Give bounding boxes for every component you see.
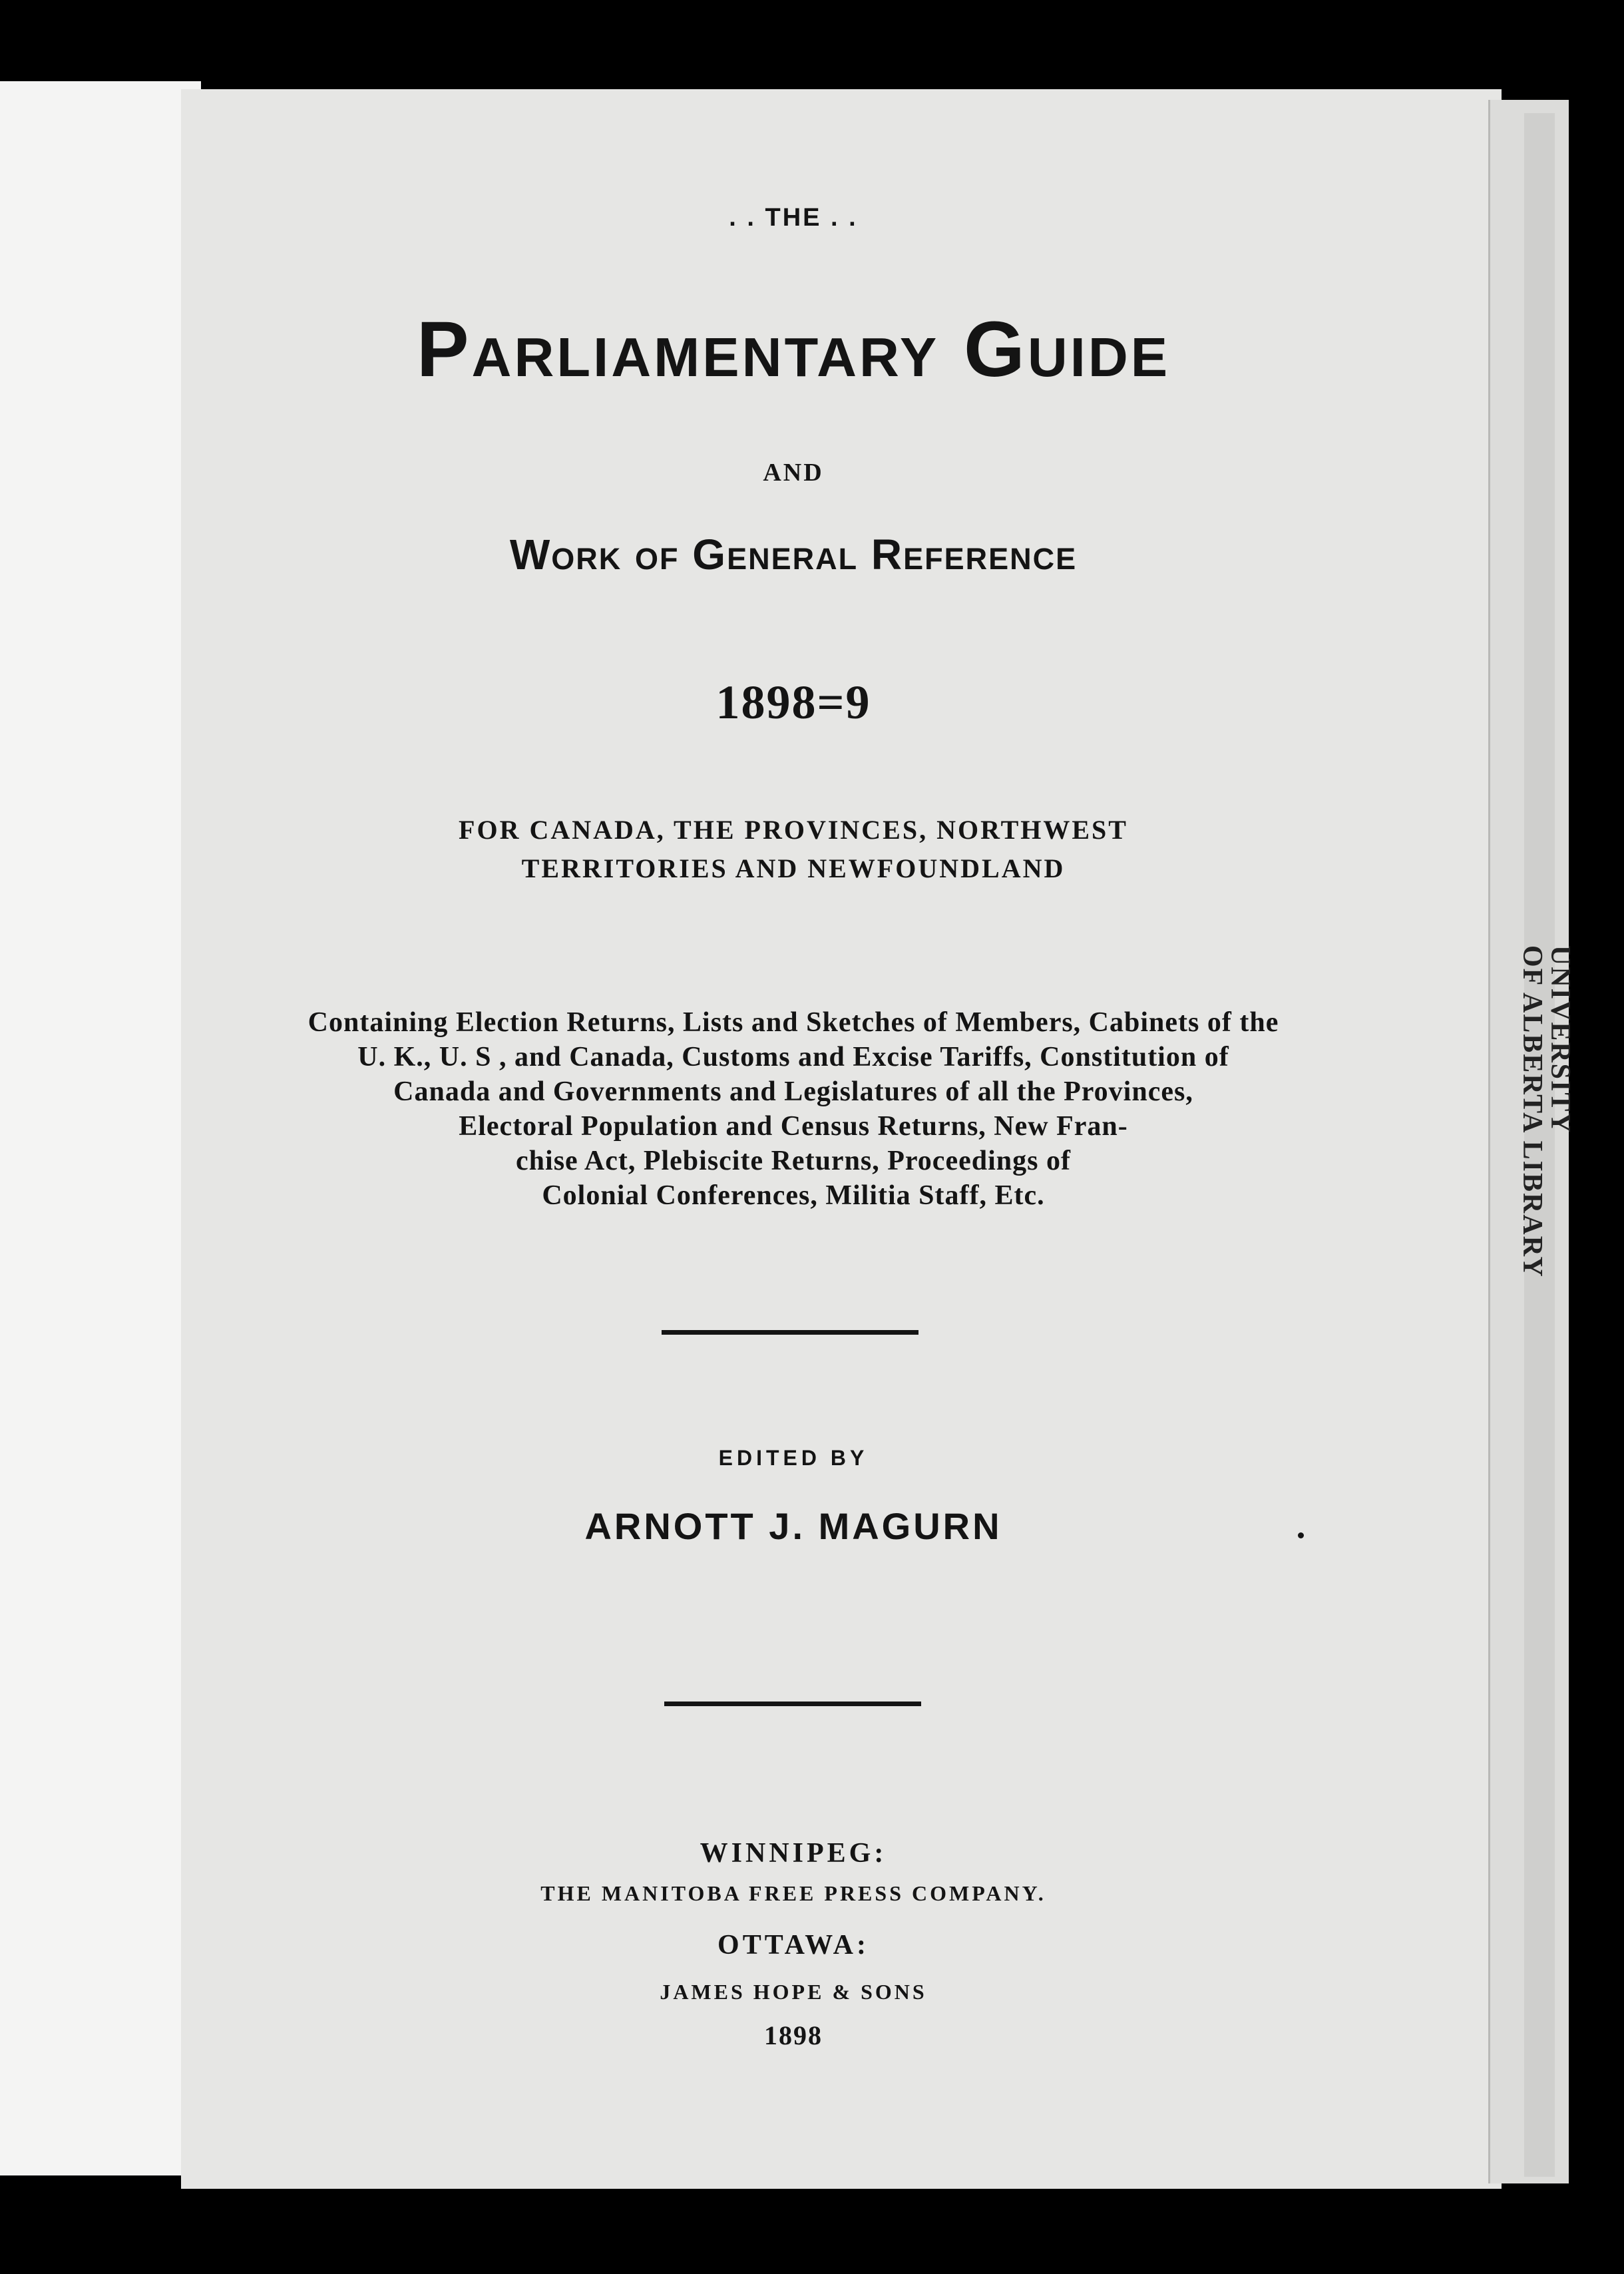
divider-rule bbox=[662, 1330, 918, 1335]
facing-blank-leaf bbox=[0, 81, 201, 2175]
library-stamp-line-2: OF ALBERTA LIBRARY bbox=[1517, 945, 1547, 1278]
contents-line: Containing Election Returns, Lists and Sketches of Members, Cabinets of the bbox=[307, 1007, 1279, 1038]
contents-line: Electoral Population and Census Returns, New Fran- bbox=[459, 1111, 1128, 1142]
imprint-city: OTTAWA: bbox=[717, 1930, 869, 1960]
contents-line: chise Act, Plebiscite Returns, Proceedings of bbox=[516, 1146, 1071, 1176]
imprint-publisher: THE MANITOBA FREE PRESS COMPANY. bbox=[540, 1881, 1046, 1905]
contents-line: Canada and Governments and Legislatures of all the Provinces, bbox=[393, 1076, 1193, 1107]
imprint-city: WINNIPEG: bbox=[700, 1838, 887, 1869]
contents-description bbox=[181, 1005, 1406, 1213]
main-title: Parliamentary Guide bbox=[416, 306, 1171, 393]
imprint-publisher: JAMES HOPE & SONS bbox=[660, 1980, 927, 2004]
imprint-year: 1898 bbox=[764, 2020, 823, 2050]
contents-line: U. K., U. S , and Canada, Customs and Excise Tariffs, Constitution of bbox=[357, 1042, 1229, 1072]
ink-speck bbox=[1298, 1532, 1304, 1538]
title-conjunction: AND bbox=[763, 459, 824, 487]
contents-line: Colonial Conferences, Militia Staff, Etc. bbox=[542, 1180, 1045, 1211]
coverage-line: FOR CANADA, THE PROVINCES, NORTHWEST bbox=[459, 815, 1128, 845]
editor-name: ARNOTT J. MAGURN bbox=[584, 1505, 1002, 1547]
coverage-line: TERRITORIES AND NEWFOUNDLAND bbox=[521, 853, 1066, 883]
subtitle: Work of General Reference bbox=[509, 531, 1078, 578]
title-prefix: . . THE . . bbox=[729, 204, 858, 232]
library-stamp bbox=[1517, 945, 1576, 1418]
edited-by-label: EDITED BY bbox=[718, 1446, 869, 1470]
divider-rule bbox=[664, 1702, 921, 1706]
coverage-statement bbox=[181, 811, 1406, 888]
edition-year: 1898=9 bbox=[715, 676, 871, 729]
library-stamp-line-1: UNIVERSITY bbox=[1545, 945, 1575, 1134]
